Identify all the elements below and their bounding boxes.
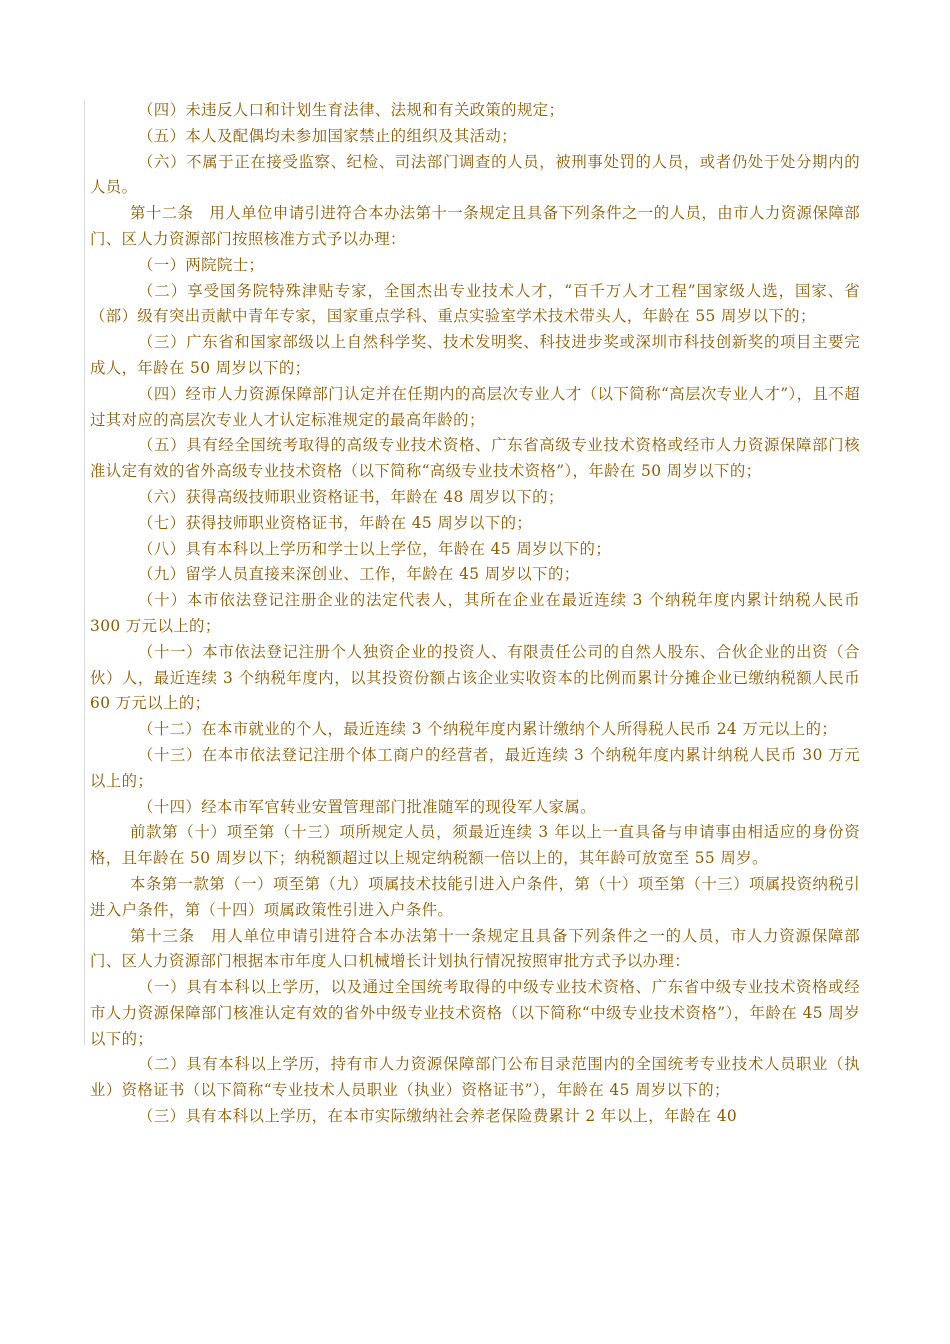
paragraph: （十四）经本市军官转业安置管理部门批准随军的现役军人家属。 (138, 797, 596, 816)
paragraph: （八）具有本科以上学历和学士以上学位，年龄在 45 周岁以下的； (138, 539, 612, 558)
margin-rule (84, 100, 85, 1045)
paragraph: （四）未违反人口和计划生育法律、法规和有关政策的规定； (138, 101, 565, 119)
paragraph: （十二）在本市就业的个人，最近连续 3 个纳税年度内累计缴纳个人所得税人民币 24 万元以上的； (138, 720, 838, 739)
paragraph: （一）两院院士； (138, 255, 265, 274)
paragraph: （十）本市依法登记注册企业的法定代表人，其所在企业在最近连续 3 个纳税年度内累计纳税人民币 300 万元以上的； (90, 591, 860, 635)
article-paragraph: 本条第一款第（一）项至第（九）项属技术技能引进入户条件，第（十）项至第（十三）项属投资纳税引进入户条件，第（十四）项属政策性引进入户条件。 (90, 874, 860, 919)
paragraph: （六）不属于正在接受监察、纪检、司法部门调查的人员，被刑事处罚的人员，或者仍处于处分期内的人员。 (90, 152, 860, 197)
article-paragraph: 第十二条 用人单位申请引进符合本办法第十一条规定且具备下列条件之一的人员，由市人力资源保障部门、区人力资源部门按照核准方式予以办理： (90, 204, 860, 248)
paragraph: （二）具有本科以上学历，持有市人力资源保障部门公布目录范围内的全国统考专业技术人员职业（执业）资格证书（以下简称“专业技术人员职业（执业）资格证书”），年龄在 45 周岁以下的； (90, 1055, 860, 1100)
paragraph: （一）具有本科以上学历，以及通过全国统考取得的中级专业技术资格、广东省中级专业技术资格或经市人力资源保障部门核准认定有效的省外中级专业技术资格（以下简称“中级专业技术资格”），年龄在 45 周岁以下的； (90, 978, 860, 1048)
paragraph: （七）获得技师职业资格证书，年龄在 45 周岁以下的； (138, 513, 533, 532)
paragraph: （十三）在本市依法登记注册个体工商户的经营者，最近连续 3 个纳税年度内累计纳税人民币 30 万元以上的； (90, 745, 860, 790)
paragraph: （六）获得高级技师职业资格证书，年龄在 48 周岁以下的； (138, 487, 564, 506)
paragraph: （三）广东省和国家部级以上自然科学奖、技术发明奖、科技进步奖或深圳市科技创新奖的项目主要完成人，年龄在 50 周岁以下的； (90, 333, 860, 377)
paragraph: （五）本人及配偶均未参加国家禁止的组织及其活动； (138, 126, 517, 145)
article-paragraph: 第十三条 用人单位申请引进符合本办法第十一条规定且具备下列条件之一的人员，市人力资源保障部门、区人力资源部门根据本市年度人口机械增长计划执行情况按照审批方式予以办理： (90, 926, 860, 971)
paragraph: （四）经市人力资源保障部门认定并在任期内的高层次专业人才（以下简称“高层次专业人才”），且不超过其对应的高层次专业人才认定标准规定的最高年龄的； (90, 384, 860, 429)
paragraph: （三）具有本科以上学历，在本市实际缴纳社会养老保险费累计 2 年以上，年龄在 40 (138, 1107, 738, 1126)
article-paragraph: 前款第（十）项至第（十三）项所规定人员，须最近连续 3 年以上一直具备与申请事由相适应的身份资格，且年龄在 50 周岁以下；纳税额超过以上规定纳税额一倍以上的，其年龄可放宽至 55 周岁。 (90, 823, 860, 868)
paragraph: （九）留学人员直接来深创业、工作，年龄在 45 周岁以下的； (138, 565, 580, 584)
paragraph: （五）具有经全国统考取得的高级专业技术资格、广东省高级专业技术资格或经市人力资源保障部门核准认定有效的省外高级专业技术资格（以下简称“高级专业技术资格”），年龄在 50 周岁以下的； (90, 436, 860, 481)
paragraph: （十一）本市依法登记注册个人独资企业的投资人、有限责任公司的自然人股东、合伙企业的出资（合伙）人，最近连续 3 个纳税年度内，以其投资份额占该企业实收资本的比例而累计分摊企业已缴纳税额人民币 60 万元以上的； (90, 642, 860, 713)
document-body (90, 98, 860, 1130)
paragraph: （二）享受国务院特殊津贴专家，全国杰出专业技术人才，“百千万人才工程”国家级人选，国家、省（部）级有突出贡献中青年专家，国家重点学科、重点实验室学术技术带头人，年龄在 55 周岁以下的； (90, 281, 860, 326)
